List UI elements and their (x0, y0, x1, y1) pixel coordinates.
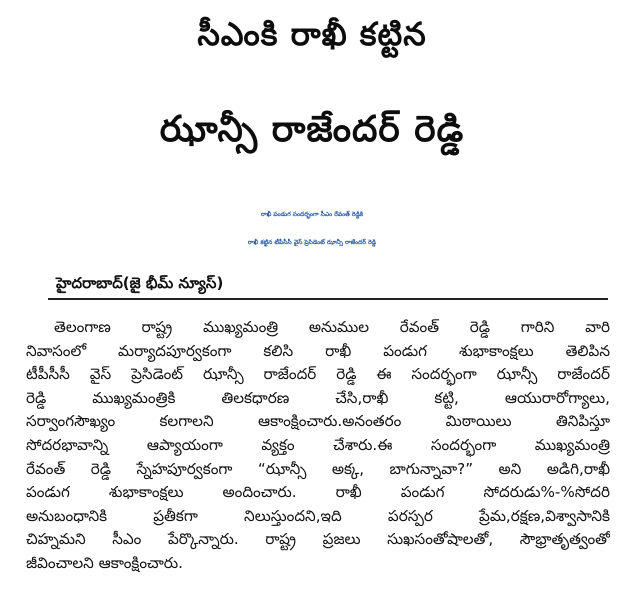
headline-line-2: ఝాన్సీ రాజేందర్ రెడ్డి (159, 109, 465, 150)
article-line: టీపీసీసీ వైస్ ప్రెసిడెంట్ ఝాన్సీ రాజేందర్ రెడ్డి ఈ సందర్భంగా ఝాన్సీ రాజేందర్ (26, 365, 610, 384)
article-line: నివాసంలో మర్యాదపూర్వకంగా కలిసి రాఖీ పండుగ శుభాకాంక్షలు తెలిపిన (26, 341, 610, 360)
article-line: పండుగ శుభాకాంక్షలు అందించారు. రాఖీ పండుగ సోదరుడు%-%సోదరి (26, 483, 610, 502)
subheadline-line-2: రాఖీ కట్టిన టీపీసీసీ వైస్ ప్రెసిడెంట్ ఝాన్సీ రాజేందర్ రెడ్డి (247, 239, 377, 246)
article-line: అనుబంధానికి ప్రతీకగా నిలుస్తుందని,ఇది పరస్పర ప్రేమ,రక్షణ,విశ్వాసానికి (26, 506, 610, 525)
article-line: రేవంత్ రెడ్డి స్నేహపూర్వకంగా “ఝాన్సీ అక్క, బాగున్నావా?” అని అడిగి,రాఖీ (26, 459, 610, 478)
subheadline-line-1: రాఖీ పండుగ సందర్భంగా సీఎం రేవంత్ రెడ్డికి (260, 211, 364, 218)
article-body (26, 316, 610, 576)
article-line: సర్వాంగసౌఖ్యం కలగాలని ఆకాంక్షించారు.అనంతరం మిఠాయిలు తినిపిస్తూ (26, 412, 610, 431)
article-line: సోదరభావాన్ని ఆప్యాయంగా వ్యక్తం చేశారు.ఈ సందర్భంగా ముఖ్యమంత్రి (26, 435, 610, 454)
article-line: జీవించాలని ఆకాంక్షించారు. (26, 553, 183, 572)
article-line: తెలంగాణ రాష్ట్ర ముఖ్యమంత్రి అనుముల రేవంత్ రెడ్డి గారిని వారి (54, 318, 610, 336)
headline-line-1: సీఎంకి రాఖీ కట్టిన (197, 15, 427, 53)
dateline-divider (48, 298, 608, 300)
article-line: రెడ్డి ముఖ్యమంత్రికి తిలకధారణ చేసి,రాఖీ కట్టి, ఆయురారోగ్యాలు, (26, 388, 610, 407)
article-line: చిహ్నమని సీఎం పేర్కొన్నారు. రాష్ట్ర ప్రజలు సుఖసంతోషాలతో, సౌభ్రాతృత్వంతో (26, 530, 610, 549)
dateline: హైదరాబాద్(జై భీమ్ న్యూస్) (56, 274, 224, 292)
